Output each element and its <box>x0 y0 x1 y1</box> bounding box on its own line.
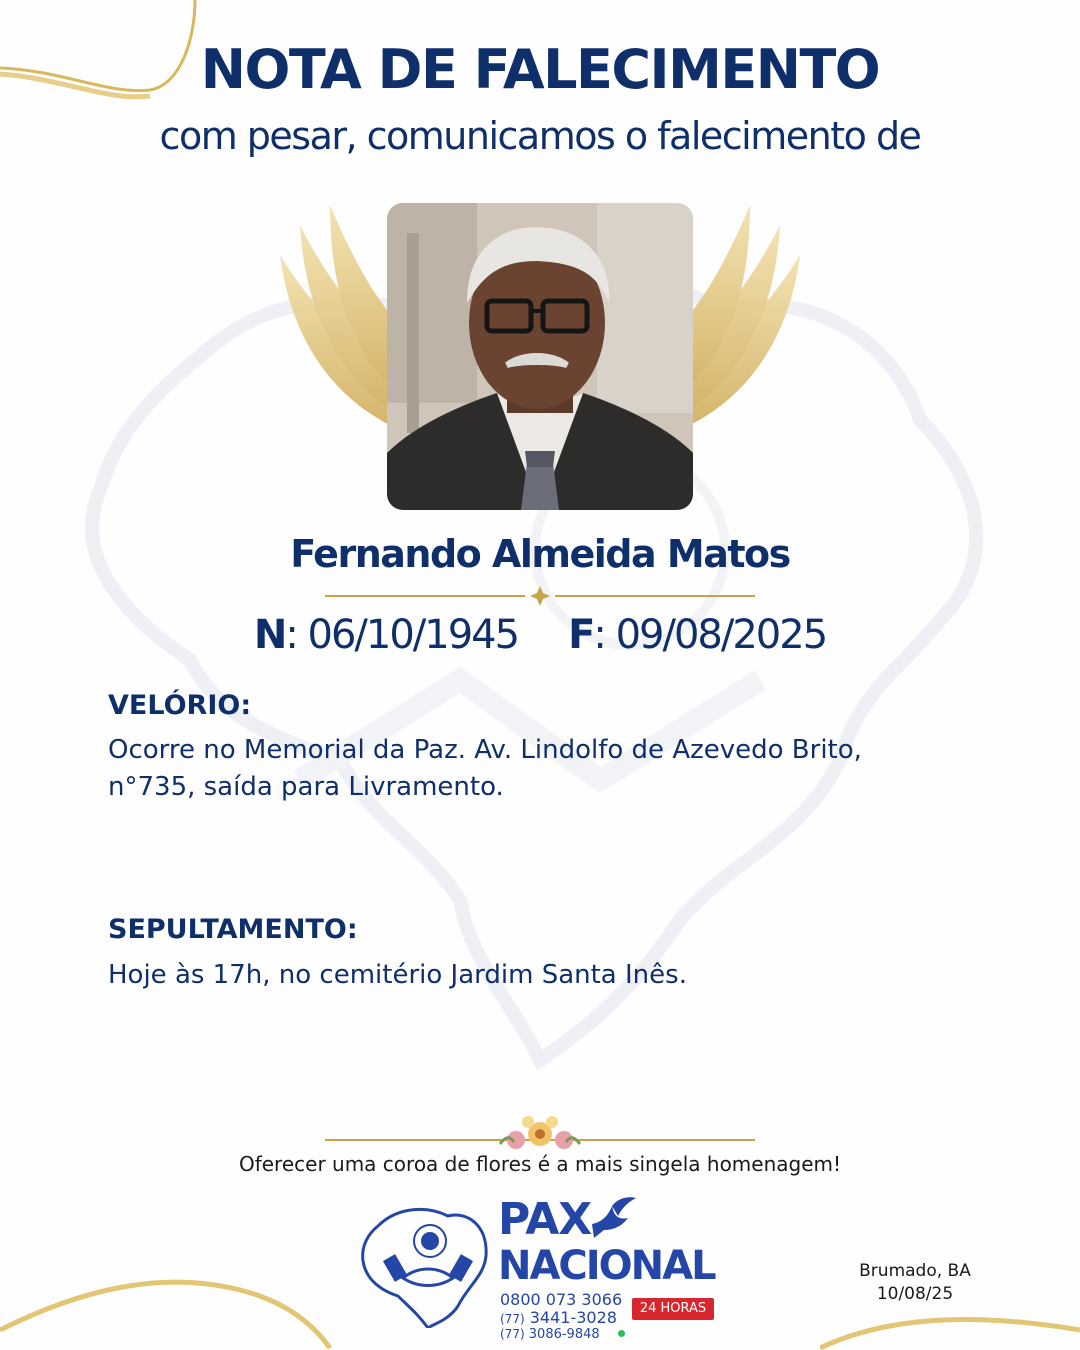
tagline: Oferecer uma coroa de flores é a mais singela homenagem! <box>238 1152 842 1176</box>
brand-name-line-2: NACIONAL <box>498 1243 715 1289</box>
life-dates <box>0 612 1080 658</box>
velorio-text <box>108 732 968 806</box>
sepultamento-text: Hoje às 17h, no cemitério Jardim Santa Inês. <box>108 960 687 990</box>
phone-secondary[interactable] <box>500 1308 617 1327</box>
velorio-line-2: n°735, saída para Livramento. <box>108 772 504 802</box>
phone-secondary-number: 3441-3028 <box>529 1308 617 1327</box>
birth-label: N <box>253 612 286 658</box>
sepultamento-title: SEPULTAMENTO: <box>108 914 358 945</box>
location-city: Brumado, BA <box>859 1261 971 1281</box>
deceased-portrait <box>387 203 693 510</box>
phone-whatsapp-area: (77) <box>500 1327 525 1341</box>
birth-colon: : <box>285 612 308 658</box>
pax-nacional-logo-map-icon <box>358 1196 494 1328</box>
phone-whatsapp-number: 3086-9848 <box>528 1327 600 1342</box>
gold-swoosh-bottom-right <box>820 1300 1080 1350</box>
death-colon: : <box>593 612 616 658</box>
location-date: 10/08/25 <box>876 1284 954 1304</box>
phone-main[interactable]: 0800 073 3066 <box>500 1290 623 1309</box>
gold-swoosh-bottom-left <box>0 1270 340 1350</box>
brand-name-line-1: PAX <box>498 1194 592 1245</box>
phone-whatsapp[interactable] <box>500 1327 600 1342</box>
page-title: NOTA DE FALECIMENTO <box>200 38 880 101</box>
whatsapp-icon <box>618 1330 625 1337</box>
birth-date: 06/10/1945 <box>307 612 519 658</box>
gold-star-divider <box>325 586 755 606</box>
flowers-icon <box>325 1106 755 1158</box>
24h-badge: 24 HORAS <box>632 1298 714 1320</box>
death-date: 09/08/2025 <box>615 612 827 658</box>
phone-secondary-area: (77) <box>500 1312 525 1326</box>
location-block <box>840 1260 990 1306</box>
page-subtitle: com pesar, comunicamos o falecimento de <box>159 114 921 158</box>
death-label: F <box>568 612 594 658</box>
deceased-name: Fernando Almeida Matos <box>290 532 790 576</box>
velorio-line-1: Ocorre no Memorial da Paz. Av. Lindolfo de Azevedo Brito, <box>108 735 862 765</box>
dove-icon <box>588 1194 640 1240</box>
velorio-title: VELÓRIO: <box>108 690 252 721</box>
